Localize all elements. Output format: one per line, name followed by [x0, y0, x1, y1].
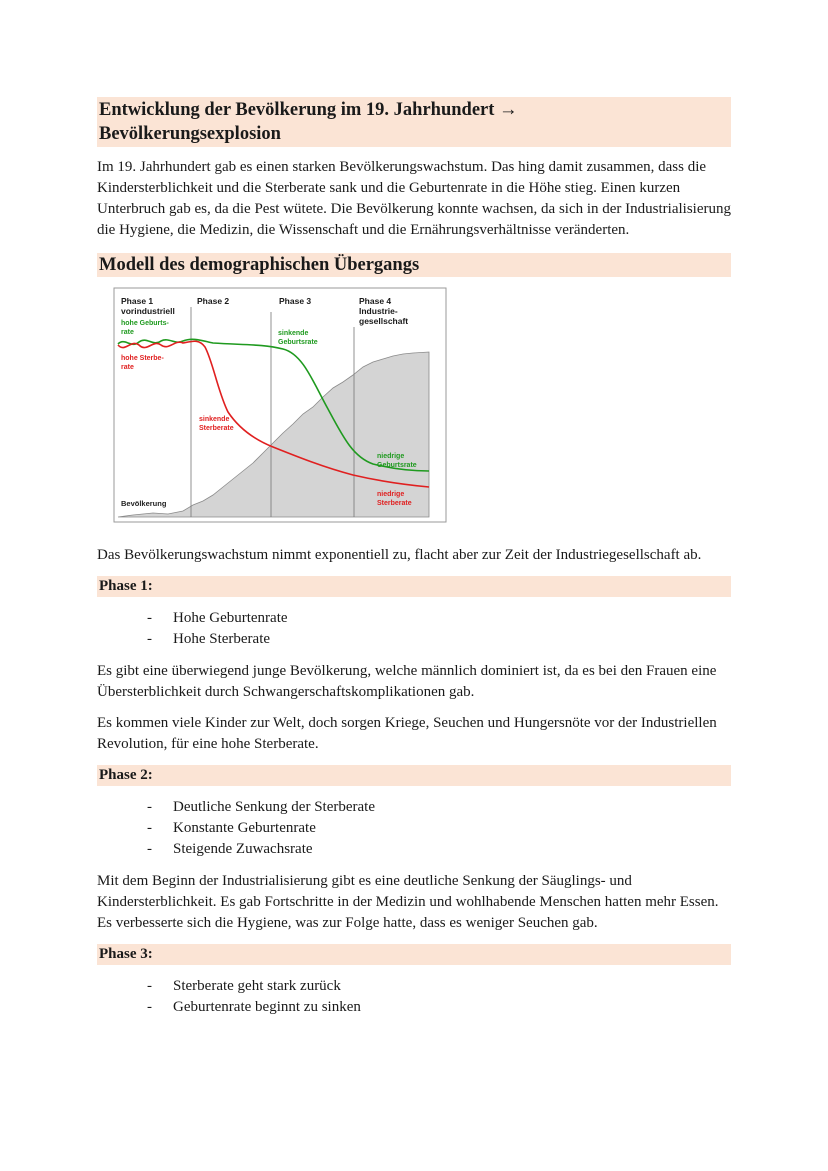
annotation-hohe-geburtsrate: hohe Geburts- rate — [121, 320, 169, 336]
arrow-icon: → — [499, 100, 518, 120]
list-item: - Hohe Sterberate — [147, 629, 731, 650]
title-line-1: Entwicklung der Bevölkerung im 19. Jahrhundert — [99, 100, 495, 120]
annotation-bevoelkerung: Bevölkerung — [121, 499, 167, 508]
document-page — [97, 97, 731, 1018]
phase1-heading: Phase 1: — [97, 576, 731, 597]
phase1-paragraph-2: Es kommen viele Kinder zur Welt, doch sorgen Kriege, Seuchen und Hungersnöte vor der Industriellen Revolution, für eine hohe Sterberate. — [97, 715, 717, 752]
phase2-heading: Phase 2: — [97, 765, 731, 786]
list-item: - Sterberate geht stark zurück — [147, 976, 731, 997]
phase1-list — [97, 608, 731, 650]
title-line-2: Bevölkerungsexplosion — [99, 124, 281, 144]
phase-label-3: Phase 3 — [279, 296, 312, 306]
annotation-niedrige-sterberate: niedrige Sterberate — [377, 491, 412, 507]
phase-label-1: Phase 1 vorindustriell — [121, 296, 175, 316]
list-item: - Deutliche Senkung der Sterberate — [147, 797, 731, 818]
phase1-paragraph-1: Es gibt eine überwiegend junge Bevölkerung, welche männlich dominiert ist, da es bei den Frauen eine Übersterblichkeit durch Schwangerschaftskomplikationen gab. — [97, 663, 717, 700]
growth-paragraph: Das Bevölkerungswachstum nimmt exponentiell zu, flacht aber zur Zeit der Industriegesellschaft ab. — [97, 547, 702, 563]
intro-paragraph: Im 19. Jahrhundert gab es einen starken Bevölkerungswachstum. Das hing damit zusammen, dass die Kindersterblichkeit und die Sterberate sank und die Geburtenrate in die Höhe stieg. Einen kurzen Unterbruch gab es, da die Pest wütete. Die Bevölkerung konnte wachsen, da sich in der Industrialisierung die Hygiene, die Medizin, die Wissenschaft und die Ernährungsverhältnisse veränderten. — [97, 159, 731, 238]
phase-label-2: Phase 2 — [197, 296, 230, 306]
phase3-list — [97, 976, 731, 1018]
annotation-sinkende-geburtsrate: sinkende Geburtsrate — [278, 330, 318, 346]
annotation-niedrige-geburtsrate: niedrige Geburtsrate — [377, 453, 417, 469]
phase-label-4: Phase 4 Industrie- gesellschaft — [359, 296, 409, 326]
phase3-heading: Phase 3: — [97, 944, 731, 965]
list-item: - Konstante Geburtenrate — [147, 818, 731, 839]
list-item: - Hohe Geburtenrate — [147, 608, 731, 629]
annotation-hohe-sterberate: hohe Sterbe- rate — [121, 355, 164, 371]
demographic-transition-chart — [113, 287, 447, 523]
page-title — [97, 97, 731, 147]
model-heading: Modell des demographischen Übergangs — [97, 253, 731, 277]
annotation-sinkende-sterberate: sinkende Sterberate — [199, 416, 234, 432]
phase2-paragraph-1: Mit dem Beginn der Industrialisierung gibt es eine deutliche Senkung der Säuglings- und Kindersterblichkeit. Es gab Fortschritte in der Medizin und wohlhabende Menschen hatten mehr Essen. Es verbesserte sich die Hygiene, was zur Folge hatte, dass es weniger Seuchen gab. — [97, 873, 719, 931]
list-item: - Steigende Zuwachsrate — [147, 839, 731, 860]
list-item: - Geburtenrate beginnt zu sinken — [147, 997, 731, 1018]
phase2-list — [97, 797, 731, 860]
